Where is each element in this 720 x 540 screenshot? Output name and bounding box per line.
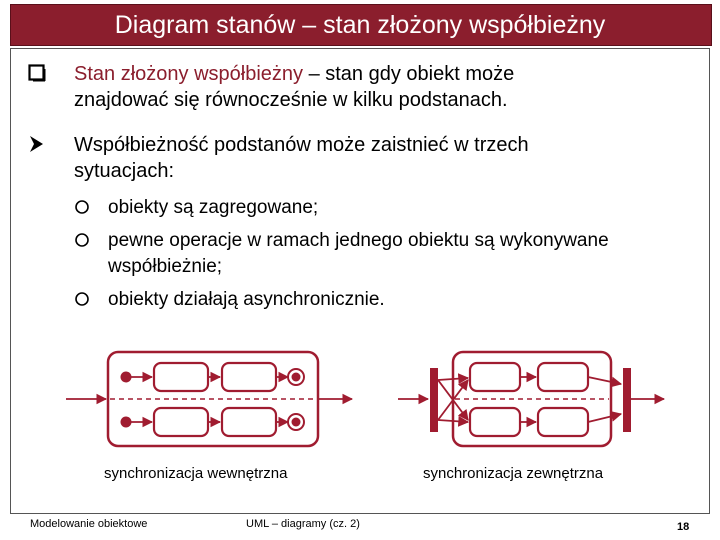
join-bar <box>623 368 631 432</box>
substate-box <box>222 363 276 391</box>
sub-item-1-text: obiekty są zagregowane; <box>108 197 319 218</box>
slide-title: Diagram stanów – stan złożony współbieżny <box>114 11 606 39</box>
substate-box <box>154 408 208 436</box>
bullet-2-line2: sytuacjach: <box>74 160 175 182</box>
substate-box <box>470 363 520 391</box>
substate-box <box>538 408 588 436</box>
bullet-1-line2: znajdować się równocześnie w kilku podstanach. <box>74 89 508 111</box>
substate-box <box>538 363 588 391</box>
substate-box <box>222 408 276 436</box>
sub-item-2-line1: pewne operacje w ramach jednego obiektu są wykonywane <box>108 230 609 251</box>
sub-item-3-text: obiekty działają asynchronicznie. <box>108 289 385 310</box>
external-sync-diagram <box>398 352 664 446</box>
initial-state-icon <box>121 417 132 428</box>
footer-course: Modelowanie obiektowe <box>30 518 148 530</box>
substate-box <box>470 408 520 436</box>
bullet-2-line1: Współbieżność podstanów może zaistnieć w trzech <box>74 134 529 156</box>
left-diagram-caption: synchronizacja wewnętrzna <box>104 465 288 482</box>
fork-bar <box>430 368 438 432</box>
substate-box <box>154 363 208 391</box>
internal-sync-diagram <box>66 352 352 446</box>
sub-item-2-line2: współbieżnie; <box>108 256 223 277</box>
bullet-1-rest: – stan gdy obiekt może <box>303 63 515 85</box>
right-diagram-caption: synchronizacja zewnętrzna <box>423 465 604 482</box>
footer-topic: UML – diagramy (cz. 2) <box>246 518 360 530</box>
page-number: 18 <box>677 521 690 533</box>
bullet-1-term: Stan złożony współbieżny <box>74 63 304 85</box>
initial-state-icon <box>121 372 132 383</box>
